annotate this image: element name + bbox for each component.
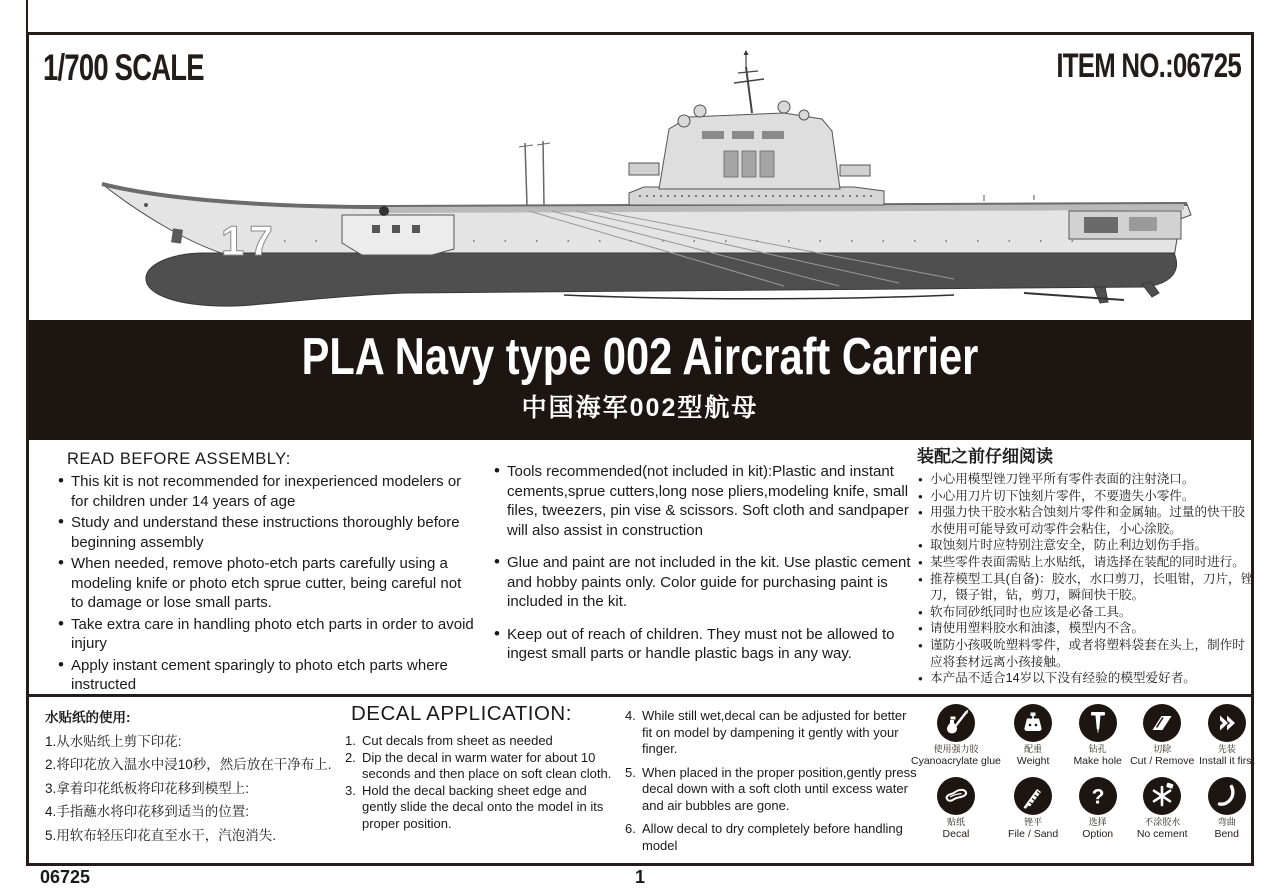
footer-item-code: 06725 — [40, 867, 91, 887]
list-item: • Study and understand these instructions thoroughly before beginning assembly — [71, 513, 477, 552]
cyanoacrylate-glue-icon — [936, 703, 976, 743]
decal-step — [345, 733, 623, 750]
step-number: 2. — [345, 749, 356, 765]
legend-label-zh: 先装 — [1217, 744, 1236, 754]
scale-label-text: 1/700 SCALE — [43, 47, 204, 88]
ship-side-profile-drawing — [84, 43, 1194, 323]
step-text: Hold the decal backing sheet edge and gently slide the decal onto the model in its proper position. — [362, 782, 604, 831]
ship-drawing-svg — [84, 43, 1194, 323]
legend-label-en: Cyanoacrylate glue — [911, 755, 1001, 767]
step-number: 3. — [345, 782, 356, 798]
page-number: 1 — [634, 867, 645, 887]
list-item: ● 谨防小孩吸吮塑料零件，或者将塑料袋套在头上，制作时应将套材远离小孩接触。 — [930, 637, 1255, 670]
weight-icon — [1013, 703, 1053, 743]
decal-zh-step: 4.手指蘸水将印花移到适当的位置: — [45, 804, 250, 819]
ship-island — [629, 50, 884, 205]
legend-label-zh: 切除 — [1153, 744, 1172, 754]
legend-label-en: Install it first — [1199, 755, 1255, 767]
option-icon — [1078, 776, 1118, 816]
decal-step — [625, 821, 917, 854]
decal-instructions-english-left — [345, 700, 623, 832]
list-item: ● 某些零件表面需贴上水贴纸，请选择在装配的同时进行。 — [930, 554, 1255, 571]
assembly-bullet-list-1 — [45, 472, 477, 695]
list-item: • Glue and paint are not included in the kit. Use plastic cement and hobby paints only. Color guide for purchasing paint is included in the kit. — [507, 553, 911, 612]
step-text: Dip the decal in warm water for about 10 seconds and then place on soft clean cloth. — [362, 749, 612, 781]
assembly-heading-english: READ BEFORE ASSEMBLY: — [67, 450, 291, 468]
list-item: ● 用强力快干胶水粘合蚀刻片零件和金属轴。过量的快干胶水使用可能导致可动零件会粘住，小心涂胶。 — [930, 504, 1255, 537]
list-item: • Keep out of reach of children. They must not be allowed to ingest small parts or handle plastic bags in any way. — [507, 625, 911, 664]
legend-label-en: Bend — [1214, 828, 1239, 840]
legend-item-cyanoacrylate-glue — [911, 703, 1001, 767]
legend-label-zh: 弯曲 — [1217, 817, 1236, 827]
legend-item-cut-remove — [1130, 703, 1195, 767]
legend-label-zh: 不涂胶水 — [1144, 817, 1181, 827]
cut-remove-icon — [1142, 703, 1182, 743]
list-item: • Tools recommended(not included in kit):Plastic and instant cements,sprue cutters,long nose pliers,modeling knife, small files, tweezers, pin vise & scissors. Soft cloth and sandpaper will also assist in construction — [507, 462, 911, 540]
decal-step — [625, 708, 917, 758]
list-item: • When needed, remove photo-etch parts carefully using a modeling knife or photo etch sprue cutter, being careful not to damage or lose small parts. — [71, 554, 477, 613]
step-text: When placed in the proper position,gently press decal down with a soft cloth until excess water and air bubbles are gone. — [642, 764, 917, 813]
legend-item-weight — [1001, 703, 1066, 767]
bend-icon — [1207, 776, 1247, 816]
step-text: Cut decals from sheet as needed — [362, 733, 553, 748]
legend-label-zh: 使用强力胶 — [933, 744, 979, 754]
list-item: • Take extra care in handling photo etch parts in order to avoid injury — [71, 615, 477, 654]
step-number: 5. — [625, 764, 636, 780]
list-item: ● 小心用模型锉刀锉平所有零件表面的注射浇口。 — [930, 471, 1255, 488]
kit-title-chinese: 中国海军002型航母 — [521, 394, 759, 422]
file-sand-icon — [1013, 776, 1053, 816]
decal-step — [345, 750, 623, 783]
step-text: Allow decal to dry completely before handling model — [642, 821, 903, 853]
legend-label-en: Decal — [942, 828, 970, 840]
decal-step — [345, 783, 623, 833]
decal-icon — [936, 776, 976, 816]
install-first-icon — [1207, 703, 1247, 743]
legend-label-zh: 选择 — [1088, 817, 1107, 827]
list-item: ● 请使用塑料胶水和油漆，模型内不含。 — [930, 620, 1255, 637]
list-item: ● 小心用刀片切下蚀刻片零件，不要遗失小零件。 — [930, 488, 1255, 505]
legend-label-en: File / Sand — [1008, 828, 1059, 840]
page-frame — [26, 32, 1254, 866]
list-item: • Apply instant cement sparingly to photo etch parts where instructed — [71, 656, 477, 695]
assembly-heading-chinese: 装配之前仔细阅读 — [917, 447, 1053, 466]
decal-zh-step: 5.用软布轻压印花直至水干，汽泡消失. — [45, 827, 277, 843]
legend-item-bend — [1194, 776, 1259, 840]
decal-instructions-english-right — [625, 708, 917, 861]
legend-label-zh: 锉平 — [1024, 817, 1043, 827]
ship-stern-gallery — [1069, 211, 1181, 239]
assembly-column-2 — [481, 462, 911, 677]
decal-instructions-chinese — [45, 706, 345, 847]
legend-item-install-first — [1194, 703, 1259, 767]
decal-zh-step: 2.将印花放入温水中浸10秒，然后放在干净布上. — [45, 757, 332, 772]
legend-item-make-hole — [1065, 703, 1130, 767]
decal-zh-step: 1.从水贴纸上剪下印花: — [45, 733, 182, 749]
kit-title-english — [29, 327, 1251, 387]
decal-zh-step: 3.拿着印花纸板将印花移到模型上: — [45, 780, 250, 796]
legend-label-en: Cut / Remove — [1130, 755, 1195, 767]
list-item: ● 取蚀刻片时应特别注意安全，防止利边划伤手指。 — [930, 537, 1255, 554]
page-frame-inner — [29, 35, 1255, 863]
decal-step — [625, 765, 917, 815]
list-item: ● 推荐模型工具(自备)：胶水，水口剪刀，长咀钳，刀片，锉刀，镊子钳，钻，剪刀，瞬间快干胶。 — [930, 571, 1255, 604]
legend-label-en: Option — [1082, 828, 1114, 840]
question-mark-glyph: ? — [1091, 785, 1105, 809]
legend-label-zh: 配重 — [1024, 744, 1043, 754]
legend-item-no-cement — [1130, 776, 1195, 840]
step-number: 6. — [625, 821, 636, 836]
legend-label-en: Weight — [1016, 755, 1050, 767]
read-before-assembly-section — [29, 440, 1254, 697]
kit-title-english-text: PLA Navy type 002 Aircraft Carrier — [301, 328, 979, 386]
legend-item-decal — [911, 776, 1001, 840]
decal-heading-chinese: 水贴纸的使用: — [45, 710, 131, 725]
title-banner — [29, 320, 1251, 440]
decal-heading-english: DECAL APPLICATION: — [351, 702, 572, 725]
step-number: 1. — [345, 733, 356, 748]
list-item: ● 本产品不适合14岁以下没有经验的模型爱好者。 — [930, 670, 1255, 687]
legend-label-zh: 钻孔 — [1088, 744, 1107, 754]
list-item: ● 软布同砂纸同时也应该是必备工具。 — [930, 604, 1255, 621]
list-item: • This kit is not recommended for inexperienced modelers or for children under 14 years of age — [71, 472, 477, 511]
assembly-column-1 — [45, 472, 477, 697]
legend-label-zh: 贴纸 — [946, 817, 965, 827]
ship-lower-hull — [146, 253, 1177, 306]
decal-application-section — [29, 697, 1255, 863]
step-number: 4. — [625, 708, 636, 723]
symbol-legend — [911, 703, 1259, 840]
item-number-text: ITEM NO.:06725 — [1056, 47, 1241, 85]
make-hole-icon — [1078, 703, 1118, 743]
assembly-bullet-list-2 — [481, 462, 911, 664]
no-cement-icon — [1142, 776, 1182, 816]
legend-item-option — [1065, 776, 1130, 840]
legend-label-en: Make hole — [1073, 755, 1122, 767]
assembly-column-chinese — [917, 442, 1255, 687]
assembly-bullet-list-chinese — [917, 471, 1255, 687]
top-left-border-tick — [26, 0, 28, 34]
step-text: While still wet,decal can be adjusted for better fit on model by dampening it gently with your finger. — [642, 708, 907, 756]
legend-item-file-sand — [1001, 776, 1066, 840]
legend-label-en: No cement — [1136, 828, 1188, 840]
hull-number: 17 — [221, 217, 278, 264]
